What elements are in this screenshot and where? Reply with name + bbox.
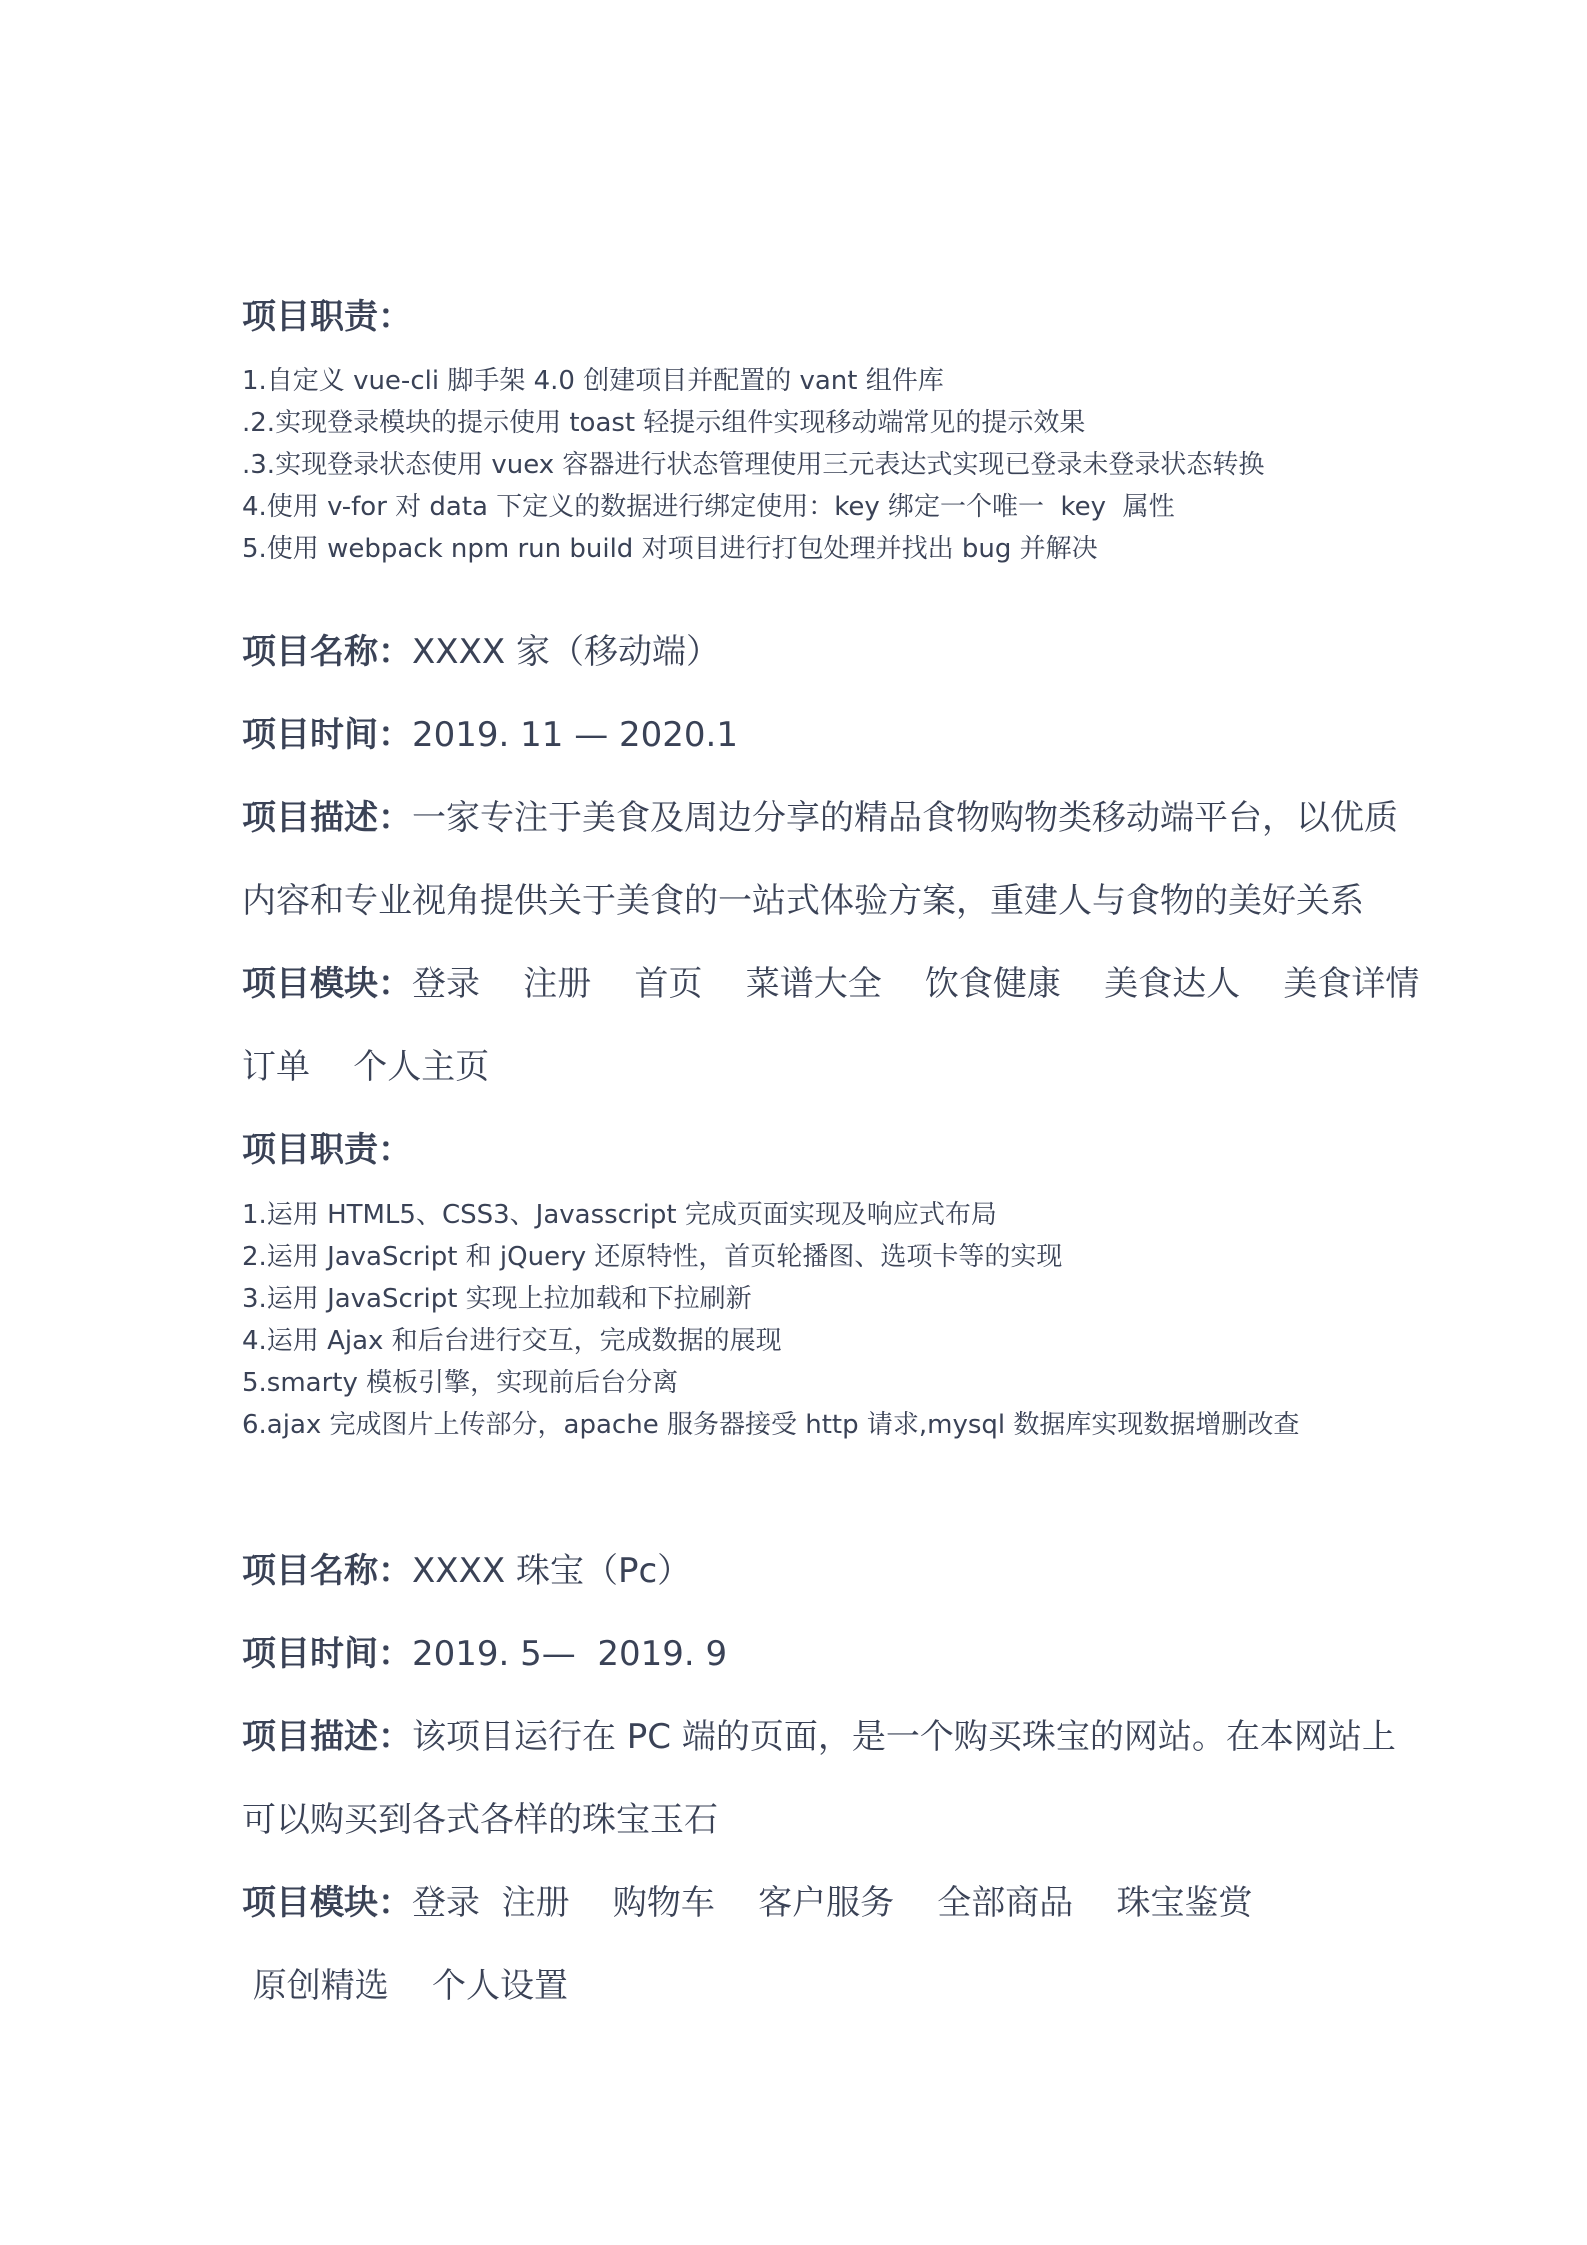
section3-time-value: 2019. 5— 2019. 9 <box>412 1634 728 1674</box>
section2-duties-heading <box>242 1128 412 1172</box>
section2-project-desc <box>242 796 1398 840</box>
section2-duty-1: 1.运用 HTML5、CSS3、Javasscript 完成页面实现及响应式布局 <box>242 1200 997 1230</box>
section3-desc-value: 该项目运行在 PC 端的页面，是一个购买珠宝的网站。在本网站上 <box>412 1717 1396 1757</box>
section3-name-label: 项目名称： <box>242 1551 412 1591</box>
section3-project-modules <box>242 1881 1253 1925</box>
section2-modules-label: 项目模块： <box>242 964 412 1004</box>
section2-duty-2: 2.运用 JavaScript 和 jQuery 还原特性，首页轮播图、选项卡等的实现 <box>242 1242 1063 1272</box>
section1-duty-4: 4.使用 v-for 对 data 下定义的数据进行绑定使用：key 绑定一个唯一 key 属性 <box>242 492 1175 522</box>
section2-duty-4: 4.运用 Ajax 和后台进行交互，完成数据的展现 <box>242 1326 782 1356</box>
section3-project-time <box>242 1632 727 1676</box>
section1-duties-heading <box>242 295 412 339</box>
section2-time-label: 项目时间： <box>242 715 412 755</box>
section2-modules-value: 登录 注册 首页 菜谱大全 饮食健康 美食达人 美食详情 <box>412 964 1420 1004</box>
section2-project-name <box>242 630 720 674</box>
section2-duty-5: 5.smarty 模板引擎，实现前后台分离 <box>242 1368 679 1398</box>
section2-project-time <box>242 713 738 757</box>
section3-name-value: XXXX 珠宝（Pc） <box>412 1551 692 1591</box>
section2-project-modules <box>242 962 1419 1006</box>
section2-duty-6: 6.ajax 完成图片上传部分，apache 服务器接受 http 请求,mysql 数据库实现数据增删改查 <box>242 1410 1300 1440</box>
section3-time-label: 项目时间： <box>242 1634 412 1674</box>
section1-duties-label: 项目职责： <box>242 297 412 337</box>
section2-desc-value: 一家专注于美食及周边分享的精品食物购物类移动端平台，以优质 <box>412 798 1398 838</box>
section1-duty-3: .3.实现登录状态使用 vuex 容器进行状态管理使用三元表达式实现已登录未登录状态转换 <box>242 450 1265 480</box>
section2-modules-continuation: 订单 个人主页 <box>242 1047 490 1087</box>
section3-desc-continuation: 可以购买到各式各样的珠宝玉石 <box>242 1800 718 1840</box>
section3-project-desc <box>242 1715 1396 1759</box>
section2-name-value: XXXX 家（移动端） <box>412 632 720 672</box>
section1-duty-5: 5.使用 webpack npm run build 对项目进行打包处理并找出 bug 并解决 <box>242 534 1098 564</box>
section2-time-value: 2019. 11 — 2020.1 <box>412 715 738 755</box>
section2-desc-continuation: 内容和专业视角提供关于美食的一站式体验方案，重建人与食物的美好关系 <box>242 881 1364 921</box>
section2-desc-label: 项目描述： <box>242 798 412 838</box>
section2-name-label: 项目名称： <box>242 632 412 672</box>
section3-modules-continuation: 原创精选 个人设置 <box>242 1966 569 2006</box>
section3-desc-label: 项目描述： <box>242 1717 412 1757</box>
section2-duty-3: 3.运用 JavaScript 实现上拉加载和下拉刷新 <box>242 1284 752 1314</box>
section3-modules-label: 项目模块： <box>242 1883 412 1923</box>
section2-duties-label: 项目职责： <box>242 1130 412 1170</box>
section3-project-name <box>242 1549 691 1593</box>
section1-duty-1: 1.自定义 vue-cli 脚手架 4.0 创建项目并配置的 vant 组件库 <box>242 366 944 396</box>
section1-duty-2: .2.实现登录模块的提示使用 toast 轻提示组件实现移动端常见的提示效果 <box>242 408 1086 438</box>
section3-modules-value: 登录 注册 购物车 客户服务 全部商品 珠宝鉴赏 <box>412 1883 1253 1923</box>
